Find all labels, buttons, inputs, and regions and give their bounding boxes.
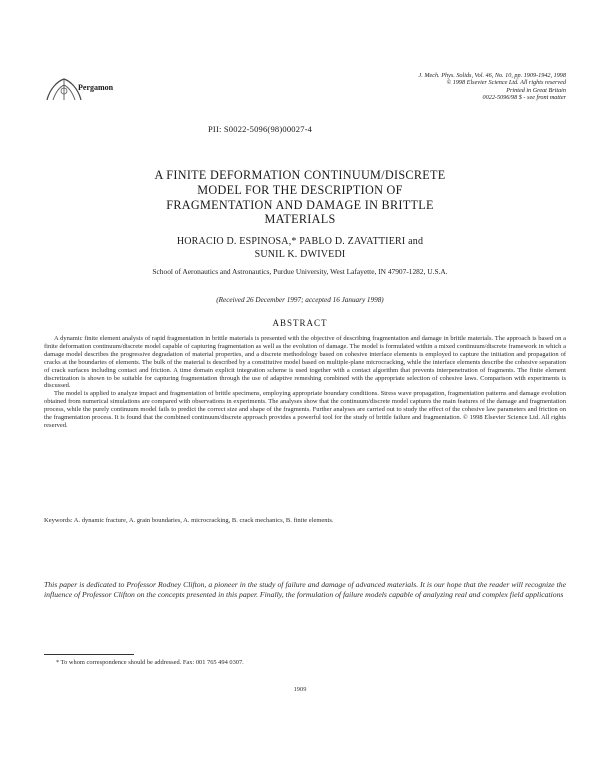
authors-line: SUNIL K. DWIVEDI [254, 248, 346, 260]
title-line: MODEL FOR THE DESCRIPTION OF [197, 182, 403, 197]
abstract-heading: ABSTRACT [272, 318, 328, 328]
pii-identifier: PII: S0022-5096(98)00027-4 [208, 124, 313, 134]
dedication-paragraph: This paper is dedicated to Professor Rodney Clifton, a pioneer in the study of failure and damage of advanced materials. It is our hope that the reader will recognize the influence of Professor Clifton on the concepts presented in this paper. Finally, the formulation of failure models capable of analyzing real and complex field applications [44, 580, 566, 600]
authors-line: HORACIO D. ESPINOSA,* PABLO D. ZAVATTIERI and [176, 236, 424, 247]
printed-in-line: Printed in Great Britain [506, 86, 566, 94]
title-line: A FINITE DEFORMATION CONTINUUM/DISCRETE [154, 168, 446, 182]
publisher-name: Pergamon [78, 83, 114, 92]
received-dates: (Received 26 December 1997; accepted 16 January 1998) [216, 296, 384, 304]
abstract-body [44, 335, 566, 430]
abstract-paragraph: A dynamic finite element analysis of rapid fragmentation in brittle materials is presented with the objective of describing fragmentation and damage in brittle materials. The approach is based on a finite deformation continuum/discrete model capable of capturing fragmentation as well as the evolution of damage. The model is formulated within a mixed continuum/discrete framework in which a damage model describes the progressive degradation of material properties, and a discrete methodology based on cohesive interface elements is employed to capture the initiation and propagation of cracks at the boundaries of elements. The bulk of the material is described by a constitutive model based on multiple-plane microcracking, while the interface elements describe the cohesive separation of crack surfaces including contact and friction. A time domain explicit integration scheme is used together with a contact algorithm that prevents interpenetration of fragments. The finite element discretization is shown to be suitable for capturing fragmentation through the use of adaptive remeshing combined with the appropriate selection of cohesive laws. Comparison with experiments is discussed. [44, 335, 566, 390]
title-line: MATERIALS [264, 212, 336, 227]
journal-citation: J. Mech. Phys. Solids, Vol. 46, No. 10, pp. 1909-1942, 1998 [418, 72, 566, 79]
journal-info [330, 72, 566, 101]
footnote: * To whom correspondence should be addressed. Fax: 001 765 494 0307. [56, 659, 244, 666]
issn-line: 0022-5096/98 $ - see front matter [482, 93, 566, 101]
affiliation: School of Aeronautics and Astronautics, Purdue University, West Lafayette, IN 47907-1282, U.S.A. [152, 267, 448, 276]
copyright-line: © 1998 Elsevier Science Ltd. All rights reserved [446, 79, 566, 87]
title-line: FRAGMENTATION AND DAMAGE IN BRITTLE [166, 197, 434, 212]
footnote-divider [44, 654, 134, 655]
authors [60, 236, 540, 261]
abstract-paragraph: The model is applied to analyze impact and fragmentation of brittle specimens, employing appropriate boundary conditions. Stress wave propagation, fragmentation patterns and damage evolution obtained from numerical simulations are compared with observations in experiments. The analyses show that the continuum/discrete model captures the main features of the damage and fragmentation process, while the purely continuum model fails to predict the correct size and shape of the fragments. Further analyses are carried out to study the effect of the cohesive law parameters and friction on the fragmentation process. It is found that the combined continuum/discrete approach provides a powerful tool for the study of brittle failure and fragmentation. © 1998 Elsevier Science Ltd. All rights reserved. [44, 390, 566, 429]
page-number: 1909 [293, 686, 307, 693]
keywords: Keywords: A. dynamic fracture, A. grain boundaries, A. microcracking, B. crack mechanics, B. finite elements. [44, 517, 334, 524]
paper-title [60, 168, 540, 227]
